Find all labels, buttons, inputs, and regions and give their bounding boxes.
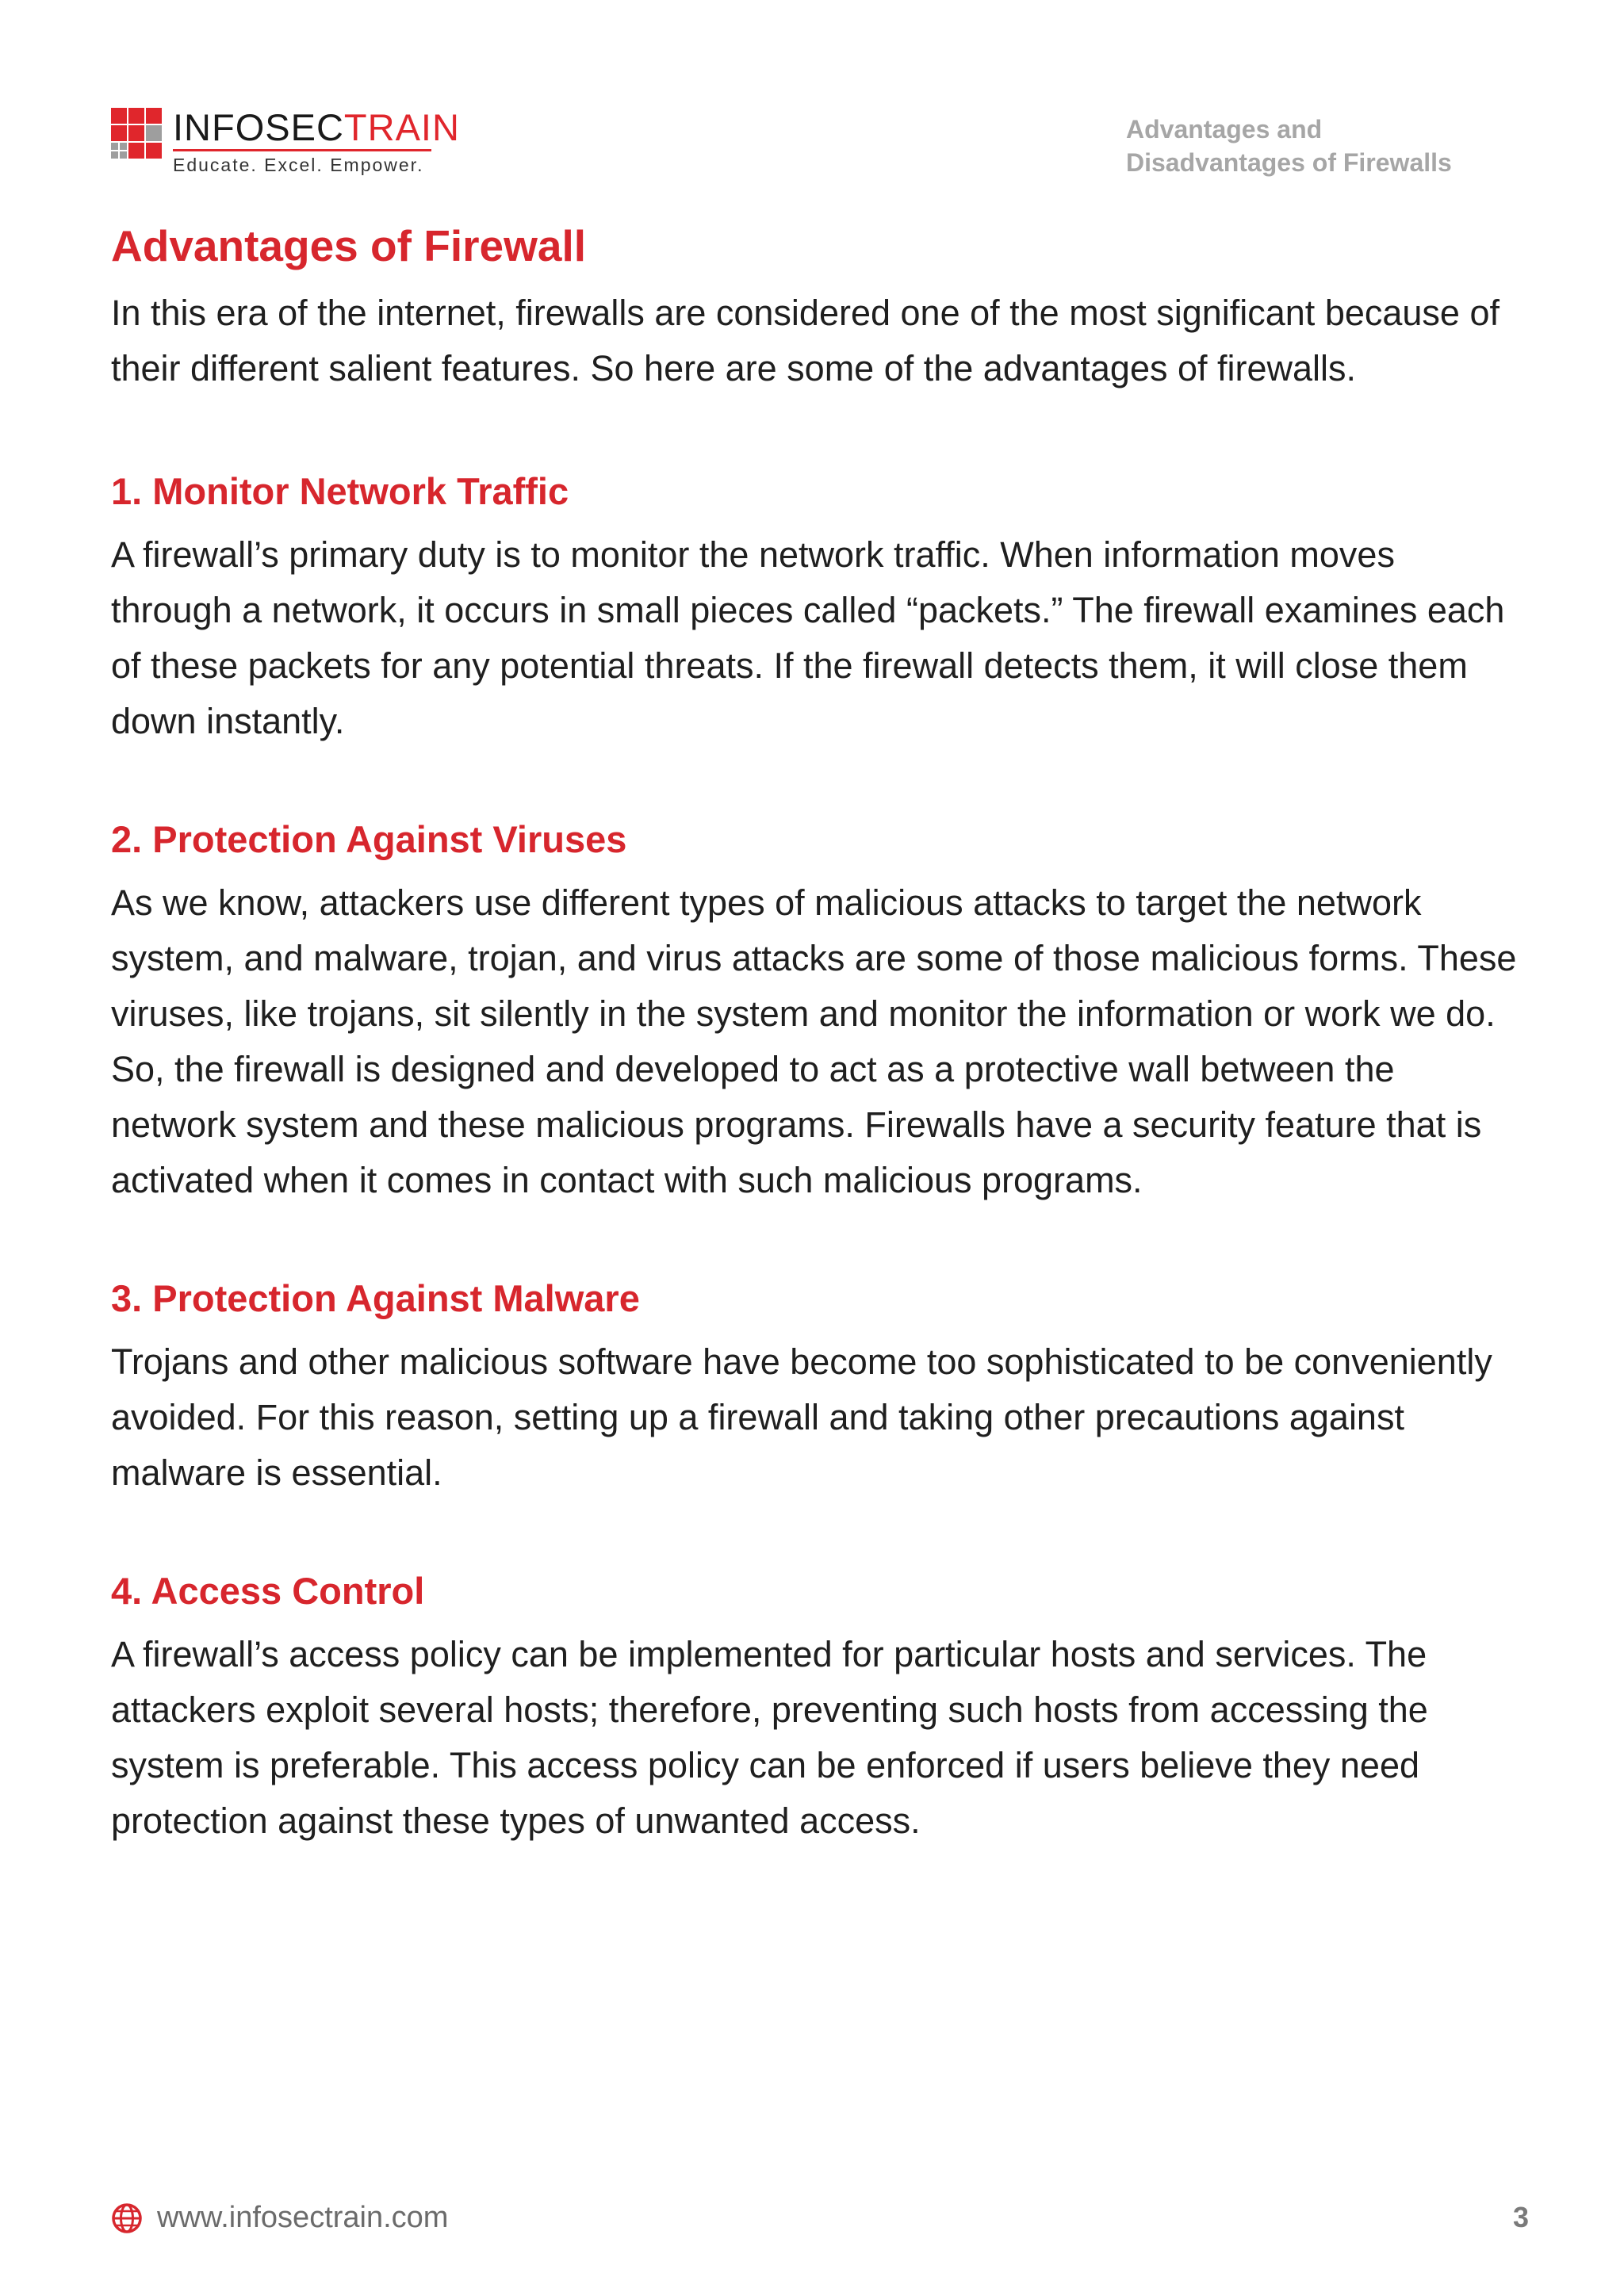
advantage-body: A firewall’s access policy can be implemented for particular hosts and services. The attackers exploit several hosts; therefore, preventing such hosts from accessing the system is preferable. This access policy can be enforced if users believe they need protection against these types of unwanted access. xyxy=(111,1634,1428,1841)
main-content xyxy=(111,220,1522,1849)
advantage-heading: 3. Protection Against Malware xyxy=(111,1277,640,1319)
globe-icon xyxy=(111,2202,143,2234)
brand-underline xyxy=(173,149,431,151)
page-number: 3 xyxy=(1512,2201,1529,2233)
brand-name-part1: INFOSEC xyxy=(173,106,344,148)
brand-logo xyxy=(111,108,460,176)
brand-name-part2: TRAIN xyxy=(343,106,460,148)
advantage-item xyxy=(111,817,1522,1208)
advantage-body: Trojans and other malicious software have become too sophisticated to be conveniently avoided. For this reason, setting up a firewall and taking other precautions against malware is essential. xyxy=(111,1341,1492,1493)
section-intro: In this era of the internet, firewalls are considered one of the most significant because of their different salient features. So here are some of the advantages of firewalls. xyxy=(111,293,1500,388)
advantage-item xyxy=(111,1569,1522,1849)
advantage-heading: 4. Access Control xyxy=(111,1570,425,1612)
section-title: Advantages of Firewall xyxy=(111,221,587,270)
document-title-line2: Disadvantages of Firewalls xyxy=(1126,148,1452,177)
document-title-line1: Advantages and xyxy=(1126,115,1323,144)
brand-tagline: Educate. Excel. Empower. xyxy=(173,155,424,175)
advantage-body: As we know, attackers use different types of malicious attacks to target the network system, and malware, trojan, and virus attacks are some of those malicious forms. These viruses, like trojans, sit silently in the system and monitor the information or work we do. So, the firewall is designed and developed to act as a protective wall between the network system and these malicious programs. Firewalls have a security feature that is activated when it comes in contact with such malicious programs. xyxy=(111,882,1517,1200)
advantage-item xyxy=(111,1276,1522,1501)
advantage-item xyxy=(111,469,1522,749)
document-title xyxy=(1126,113,1522,179)
advantage-heading: 1. Monitor Network Traffic xyxy=(111,470,569,512)
advantage-heading: 2. Protection Against Viruses xyxy=(111,818,627,860)
brand-name xyxy=(173,108,460,147)
advantage-body: A firewall’s primary duty is to monitor the network traffic. When information moves through a network, it occurs in small pieces called “packets.” The firewall examines each of these packets for any potential threats. If the firewall detects them, it will close them down instantly. xyxy=(111,534,1505,741)
logo-grid-icon xyxy=(111,108,162,165)
footer-url[interactable]: www.infosectrain.com xyxy=(157,2201,449,2234)
footer-website[interactable] xyxy=(111,2201,448,2235)
